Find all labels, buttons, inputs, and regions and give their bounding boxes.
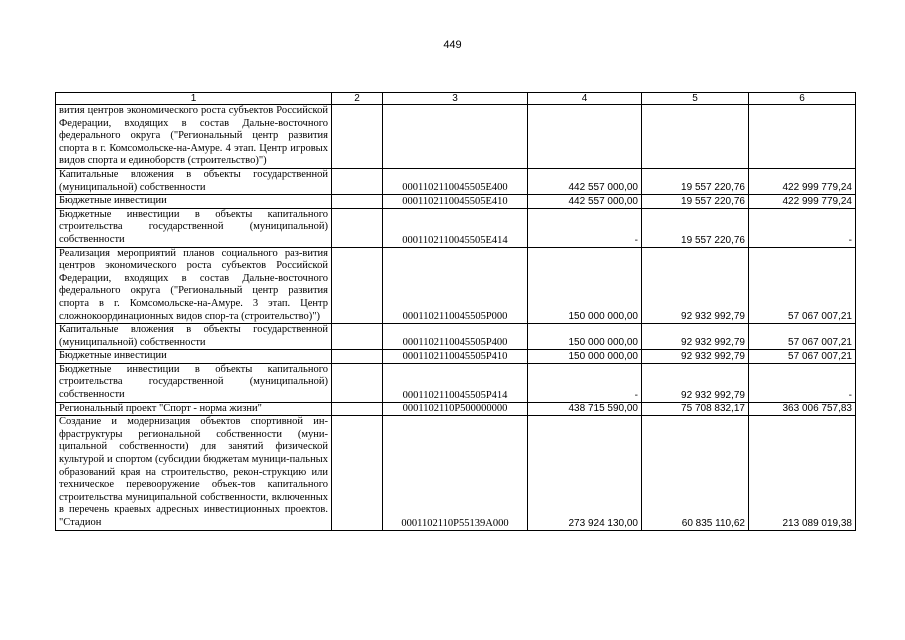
row-col2: [332, 168, 383, 194]
row-value-4: [528, 105, 642, 169]
row-code: 0001102110045505Е400: [383, 168, 528, 194]
row-value-5: 92 932 992,79: [642, 324, 749, 350]
table-row: [56, 208, 856, 247]
row-code: 0001102110045505Р414: [383, 363, 528, 402]
row-code: 0001102110045505Е414: [383, 208, 528, 247]
row-name: Реализация мероприятий планов социального раз-вития центров экономического роста субъектов Российской Федерации, входящих в состав Дальне-восточного федерального округа ("Региональный центр развития спорта в г. Комсомольске-на-Амуре. 3 этап. Центр сложнокоординационных видов спор-та (строительство)"): [56, 247, 332, 324]
table-row: [56, 324, 856, 350]
row-name: Бюджетные инвестиции: [56, 195, 332, 209]
row-name: Бюджетные инвестиции в объекты капитального строительства государственной (муниципальной) собственности: [56, 208, 332, 247]
row-value-5: 75 708 832,17: [642, 402, 749, 416]
column-header-2: 2: [332, 93, 383, 105]
row-code: [383, 105, 528, 169]
row-value-4: 438 715 590,00: [528, 402, 642, 416]
row-code: 0001102110Р55139А000: [383, 416, 528, 530]
row-value-6: 57 067 007,21: [749, 247, 856, 324]
row-value-4: 150 000 000,00: [528, 350, 642, 364]
row-value-6: 363 006 757,83: [749, 402, 856, 416]
row-value-6: 213 089 019,38: [749, 416, 856, 530]
table-row: [56, 195, 856, 209]
row-value-5: 19 557 220,76: [642, 208, 749, 247]
row-value-6: 422 999 779,24: [749, 195, 856, 209]
row-value-4: 273 924 130,00: [528, 416, 642, 530]
row-value-6: -: [749, 363, 856, 402]
row-code: 0001102110045505Е410: [383, 195, 528, 209]
table-row: [56, 402, 856, 416]
row-col2: [332, 363, 383, 402]
row-name: вития центров экономического роста субъектов Российской Федерации, входящих в состав Дальне-восточного федерального округа ("Региональный центр развития спорта в г. Комсомольске-на-Амуре. 4 этап. Центр игровых видов спорта и единоборств (строительство)"): [56, 105, 332, 169]
row-name: Бюджетные инвестиции в объекты капитального строительства государственной (муниципальной) собственности: [56, 363, 332, 402]
row-value-5: 19 557 220,76: [642, 195, 749, 209]
row-value-5: 19 557 220,76: [642, 168, 749, 194]
row-code: 0001102110045505Р410: [383, 350, 528, 364]
row-value-4: -: [528, 208, 642, 247]
row-value-4: -: [528, 363, 642, 402]
row-value-6: -: [749, 208, 856, 247]
row-col2: [332, 324, 383, 350]
row-code: 0001102110045505Р400: [383, 324, 528, 350]
table-row: [56, 363, 856, 402]
row-value-5: [642, 105, 749, 169]
table-row: [56, 247, 856, 324]
column-header-6: 6: [749, 93, 856, 105]
row-value-5: 60 835 110,62: [642, 416, 749, 530]
row-value-6: 422 999 779,24: [749, 168, 856, 194]
row-value-4: 442 557 000,00: [528, 195, 642, 209]
header-row: [56, 93, 856, 105]
column-header-1: 1: [56, 93, 332, 105]
table-row: [56, 350, 856, 364]
row-value-5: 92 932 992,79: [642, 350, 749, 364]
row-name: Региональный проект "Спорт - норма жизни": [56, 402, 332, 416]
row-col2: [332, 402, 383, 416]
row-value-4: 150 000 000,00: [528, 324, 642, 350]
row-code: 0001102110045505Р000: [383, 247, 528, 324]
row-value-5: 92 932 992,79: [642, 363, 749, 402]
page-number: 449: [443, 39, 462, 51]
column-header-5: 5: [642, 93, 749, 105]
row-value-4: 150 000 000,00: [528, 247, 642, 324]
row-value-6: 57 067 007,21: [749, 350, 856, 364]
row-value-6: 57 067 007,21: [749, 324, 856, 350]
row-value-6: [749, 105, 856, 169]
row-col2: [332, 195, 383, 209]
row-col2: [332, 247, 383, 324]
row-col2: [332, 350, 383, 364]
row-name: Капитальные вложения в объекты государственной (муниципальной) собственности: [56, 168, 332, 194]
row-name: Капитальные вложения в объекты государственной (муниципальной) собственности: [56, 324, 332, 350]
row-col2: [332, 416, 383, 530]
budget-table: [55, 92, 856, 531]
row-name: Создание и модернизация объектов спортивной ин-фраструктуры региональной собственности (муни-ципальной собственности) для занятий физической культурой и спортом (субсидии бюджетам муници-пальных образований края на строительство, рекон-струкцию или техническое перевооружение объек-тов капитального строительства муниципальной собственности, включенных в перечень краевых адресных инвестиционных проектов. "Стадион: [56, 416, 332, 530]
table-row: [56, 105, 856, 169]
column-header-3: 3: [383, 93, 528, 105]
row-col2: [332, 105, 383, 169]
row-col2: [332, 208, 383, 247]
table-row: [56, 416, 856, 530]
row-value-5: 92 932 992,79: [642, 247, 749, 324]
row-value-4: 442 557 000,00: [528, 168, 642, 194]
row-code: 0001102110Р500000000: [383, 402, 528, 416]
row-name: Бюджетные инвестиции: [56, 350, 332, 364]
column-header-4: 4: [528, 93, 642, 105]
table-row: [56, 168, 856, 194]
